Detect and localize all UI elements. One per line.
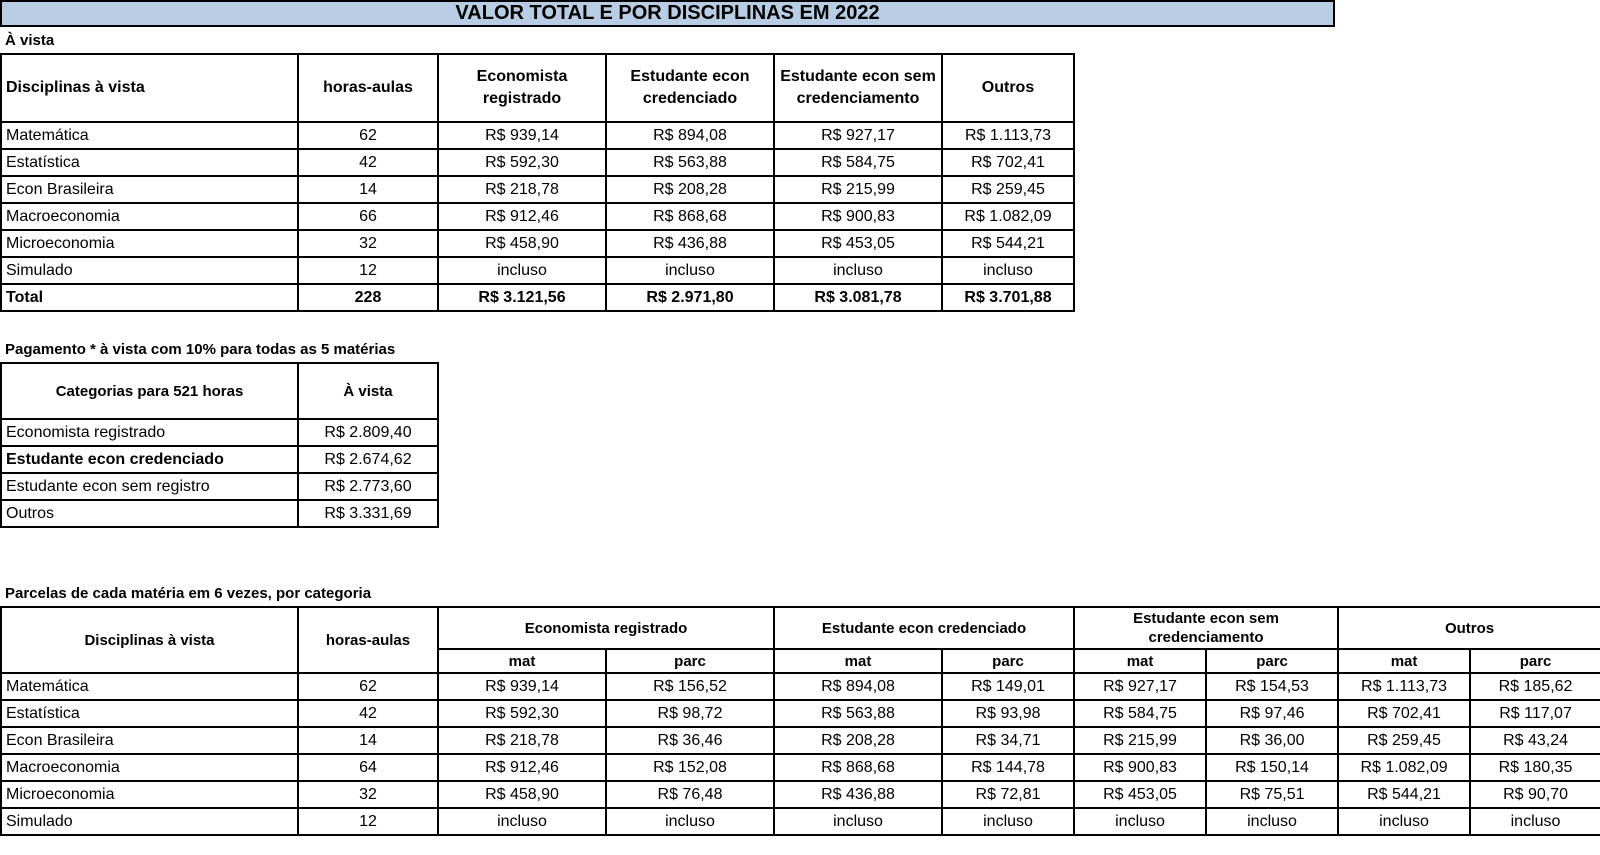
table-cell: R$ 927,17 [774, 122, 942, 149]
table-cell: R$ 1.113,73 [942, 122, 1074, 149]
table-cell: R$ 3.331,69 [298, 500, 438, 527]
table-header-row [1, 363, 438, 419]
table-cell: R$ 259,45 [1338, 727, 1470, 754]
table-row [1, 257, 1074, 284]
table-cell: 32 [298, 230, 438, 257]
table-cell: R$ 150,14 [1206, 754, 1338, 781]
table-cell: R$ 868,68 [606, 203, 774, 230]
table-row [1, 781, 1600, 808]
table-cell: R$ 868,68 [774, 754, 942, 781]
table-row [1, 808, 1600, 835]
table-cell: 14 [298, 176, 438, 203]
table-cell: incluso [606, 257, 774, 284]
table-cell: R$ 702,41 [942, 149, 1074, 176]
table-cell: 12 [298, 808, 438, 835]
table-cell: 64 [298, 754, 438, 781]
table-cell: R$ 544,21 [942, 230, 1074, 257]
table-cell: R$ 1.113,73 [1338, 673, 1470, 700]
table-cell: Economista registrado [1, 419, 298, 446]
table-cell: R$ 154,53 [1206, 673, 1338, 700]
page-title: VALOR TOTAL E POR DISCIPLINAS EM 2022 [0, 0, 1335, 27]
table-cell: R$ 702,41 [1338, 700, 1470, 727]
total-row [1, 284, 1074, 311]
table-cell: Microeconomia [1, 781, 298, 808]
header-cell: parc [1470, 649, 1600, 673]
table-cell: R$ 117,07 [1470, 700, 1600, 727]
table-cell: Outros [1, 500, 298, 527]
header-cell: horas-aulas [298, 54, 438, 122]
table-row [1, 673, 1600, 700]
header-cell: Categorias para 521 horas [1, 363, 298, 419]
header-cell: parc [606, 649, 774, 673]
table-cell: R$ 939,14 [438, 673, 606, 700]
payment-table [0, 362, 439, 528]
table-cell: Econ Brasileira [1, 176, 298, 203]
table-cell: 62 [298, 673, 438, 700]
table-cell: incluso [774, 808, 942, 835]
table-cell: R$ 436,88 [606, 230, 774, 257]
table-cell: Estudante econ sem registro [1, 473, 298, 500]
group-header: Estudante econ credenciado [774, 607, 1074, 649]
table-cell: Total [1, 284, 298, 311]
table-cell: R$ 180,35 [1470, 754, 1600, 781]
table-cell: incluso [942, 257, 1074, 284]
table-cell: R$ 592,30 [438, 700, 606, 727]
table-cell: R$ 894,08 [606, 122, 774, 149]
table-cell: incluso [438, 257, 606, 284]
header-cell: Economista registrado [438, 54, 606, 122]
table-header-row [1, 54, 1074, 122]
table-cell: 14 [298, 727, 438, 754]
table-cell: R$ 43,24 [1470, 727, 1600, 754]
table-cell: R$ 215,99 [774, 176, 942, 203]
table-cell: R$ 98,72 [606, 700, 774, 727]
table-cell: R$ 208,28 [606, 176, 774, 203]
table-row [1, 727, 1600, 754]
table-cell: R$ 3.701,88 [942, 284, 1074, 311]
table-cell: 42 [298, 700, 438, 727]
table-cell: Simulado [1, 257, 298, 284]
table-cell: incluso [606, 808, 774, 835]
header-cell: mat [438, 649, 606, 673]
table-cell: Macroeconomia [1, 754, 298, 781]
avista-label: À vista [5, 32, 55, 49]
table-row [1, 700, 1600, 727]
table-cell: 12 [298, 257, 438, 284]
table-row [1, 419, 438, 446]
header-cell: Estudante econ sem credenciamento [774, 54, 942, 122]
table-cell: R$ 218,78 [438, 176, 606, 203]
table-cell: R$ 894,08 [774, 673, 942, 700]
table-cell: R$ 93,98 [942, 700, 1074, 727]
table-cell: R$ 1.082,09 [942, 203, 1074, 230]
table-cell: Econ Brasileira [1, 727, 298, 754]
table-row [1, 122, 1074, 149]
table-cell: 66 [298, 203, 438, 230]
table-cell: R$ 3.121,56 [438, 284, 606, 311]
header-cell: Estudante econ credenciado [606, 54, 774, 122]
table-cell: R$ 563,88 [774, 700, 942, 727]
table-cell: Simulado [1, 808, 298, 835]
table-cell: incluso [1074, 808, 1206, 835]
header-cell: mat [774, 649, 942, 673]
table-row [1, 203, 1074, 230]
table-cell: R$ 563,88 [606, 149, 774, 176]
table-cell: R$ 912,46 [438, 203, 606, 230]
header-cell: Disciplinas à vista [1, 607, 298, 673]
table-cell: incluso [1470, 808, 1600, 835]
table-cell: R$ 900,83 [1074, 754, 1206, 781]
table-cell: incluso [774, 257, 942, 284]
table-cell: R$ 458,90 [438, 230, 606, 257]
table-cell: R$ 156,52 [606, 673, 774, 700]
table-cell: 42 [298, 149, 438, 176]
table-cell: R$ 215,99 [1074, 727, 1206, 754]
table-row [1, 176, 1074, 203]
table-cell: R$ 2.773,60 [298, 473, 438, 500]
table-cell: R$ 208,28 [774, 727, 942, 754]
table-cell: R$ 152,08 [606, 754, 774, 781]
table-cell: R$ 544,21 [1338, 781, 1470, 808]
header-cell: parc [1206, 649, 1338, 673]
table-cell: R$ 912,46 [438, 754, 606, 781]
table-cell: R$ 144,78 [942, 754, 1074, 781]
header-cell: À vista [298, 363, 438, 419]
table-cell: 32 [298, 781, 438, 808]
table-cell: R$ 72,81 [942, 781, 1074, 808]
table-header-row [1, 607, 1600, 649]
installments-table [0, 606, 1600, 836]
table-cell: Matemática [1, 122, 298, 149]
table-row [1, 500, 438, 527]
table-cell: R$ 259,45 [942, 176, 1074, 203]
table-cell: R$ 592,30 [438, 149, 606, 176]
table-cell: R$ 185,62 [1470, 673, 1600, 700]
table-cell: Microeconomia [1, 230, 298, 257]
table-cell: Estatística [1, 700, 298, 727]
table-row [1, 473, 438, 500]
group-header: Estudante econ sem credenciamento [1074, 607, 1338, 649]
table-cell: incluso [942, 808, 1074, 835]
table-cell: R$ 97,46 [1206, 700, 1338, 727]
table-row [1, 446, 438, 473]
header-cell: parc [942, 649, 1074, 673]
table-cell: R$ 453,05 [774, 230, 942, 257]
table-cell: R$ 36,00 [1206, 727, 1338, 754]
table-cell: R$ 36,46 [606, 727, 774, 754]
table-cell: R$ 2.809,40 [298, 419, 438, 446]
table-cell: R$ 75,51 [1206, 781, 1338, 808]
table-row [1, 149, 1074, 176]
avista-table [0, 53, 1075, 312]
header-cell: mat [1074, 649, 1206, 673]
header-cell: Disciplinas à vista [1, 54, 298, 122]
table-cell: R$ 76,48 [606, 781, 774, 808]
table-row [1, 230, 1074, 257]
table-cell: Macroeconomia [1, 203, 298, 230]
payment-label: Pagamento * à vista com 10% para todas as 5 matérias [5, 341, 396, 358]
table-cell: R$ 927,17 [1074, 673, 1206, 700]
table-cell: R$ 939,14 [438, 122, 606, 149]
header-cell: Outros [942, 54, 1074, 122]
table-cell: R$ 436,88 [774, 781, 942, 808]
table-row [1, 754, 1600, 781]
installments-label: Parcelas de cada matéria em 6 vezes, por categoria [5, 585, 372, 602]
table-cell: Estatística [1, 149, 298, 176]
table-cell: R$ 2.674,62 [298, 446, 438, 473]
table-cell: R$ 453,05 [1074, 781, 1206, 808]
table-cell: R$ 34,71 [942, 727, 1074, 754]
header-cell: horas-aulas [298, 607, 438, 673]
table-cell: R$ 3.081,78 [774, 284, 942, 311]
table-cell: Matemática [1, 673, 298, 700]
group-header: Economista registrado [438, 607, 774, 649]
header-cell: mat [1338, 649, 1470, 673]
table-cell: 62 [298, 122, 438, 149]
table-cell: incluso [438, 808, 606, 835]
table-cell: R$ 2.971,80 [606, 284, 774, 311]
table-cell: incluso [1338, 808, 1470, 835]
table-cell: Estudante econ credenciado [1, 446, 298, 473]
table-cell: R$ 218,78 [438, 727, 606, 754]
table-cell: R$ 584,75 [1074, 700, 1206, 727]
table-cell: R$ 458,90 [438, 781, 606, 808]
table-cell: incluso [1206, 808, 1338, 835]
table-cell: R$ 1.082,09 [1338, 754, 1470, 781]
table-cell: R$ 584,75 [774, 149, 942, 176]
table-cell: R$ 149,01 [942, 673, 1074, 700]
table-cell: R$ 900,83 [774, 203, 942, 230]
group-header: Outros [1338, 607, 1600, 649]
table-cell: R$ 90,70 [1470, 781, 1600, 808]
table-cell: 228 [298, 284, 438, 311]
